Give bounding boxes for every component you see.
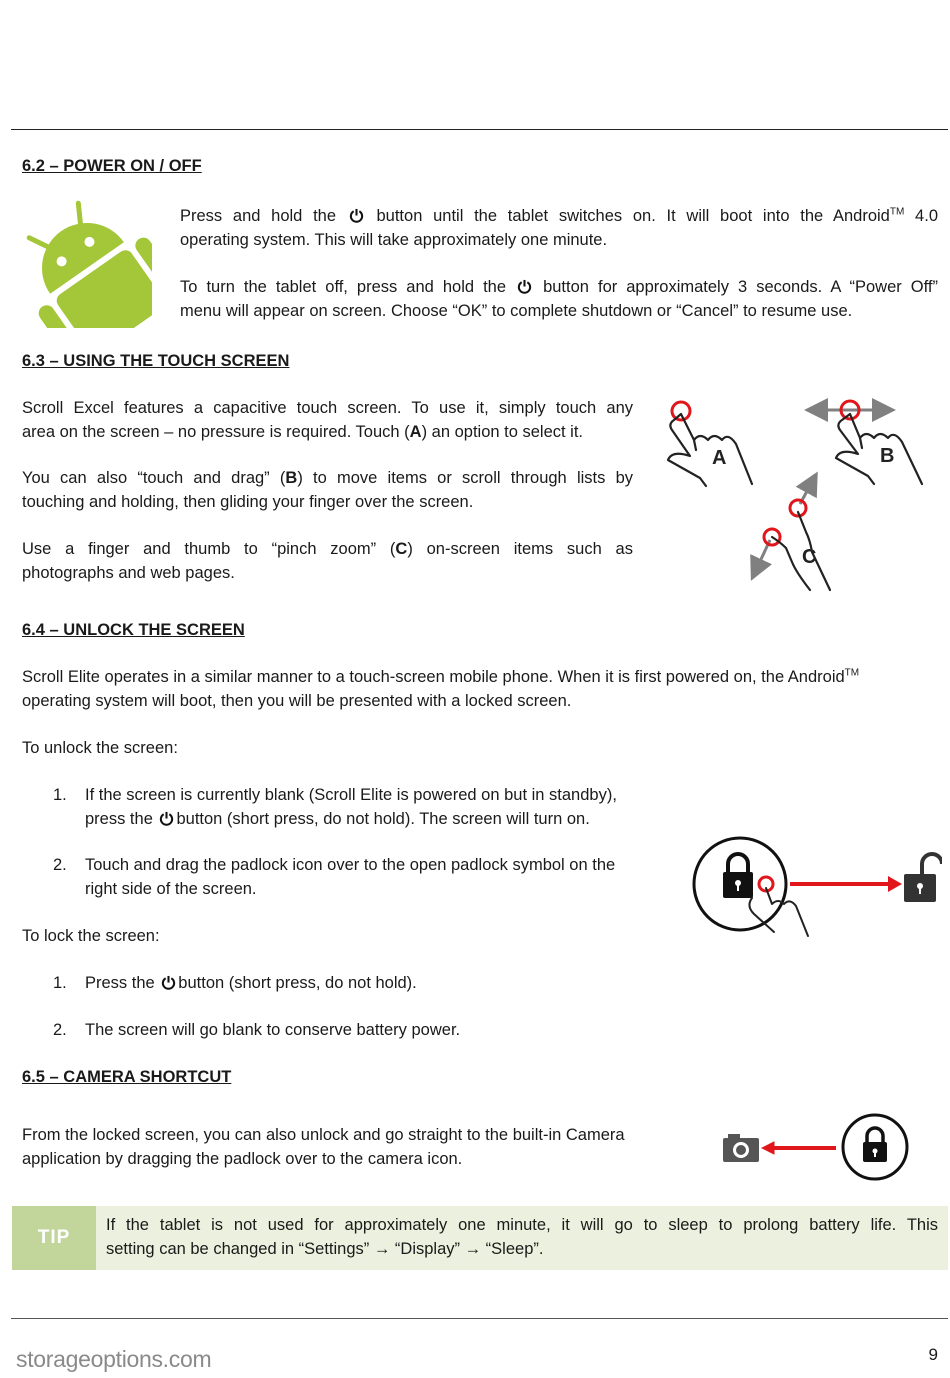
unlock-step-2 [85, 853, 615, 901]
step-text: If the screen is currently blank (Scroll Elite is powered on but in standby), [85, 786, 617, 804]
trademark: TM [844, 667, 860, 679]
power-paragraph-1 [180, 204, 938, 252]
step-text: press the [85, 810, 153, 828]
unlock-paragraph-1 [22, 665, 942, 713]
power-text: menu will appear on screen. Choose “OK” to complete shutdown or “Cancel” to resume use. [180, 302, 853, 320]
touch-text: Use a finger and thumb to “pinch zoom” ( [22, 540, 396, 558]
touch-paragraph-2 [22, 466, 633, 514]
touch-text: Scroll Excel features a capacitive touch screen. To use it, simply touch any [22, 399, 633, 417]
camera-text: application by dragging the padlock over to the camera icon. [22, 1150, 463, 1168]
power-icon [517, 279, 532, 294]
touch-label-a: A [409, 423, 422, 441]
drag-gesture-icon [816, 401, 922, 484]
power-icon [161, 975, 176, 990]
step-text: Touch and drag the padlock icon over to the open padlock symbol on the [85, 856, 616, 874]
touch-label-c: C [395, 540, 408, 558]
camera-text: From the locked screen, you can also unlock and go straight to the built-in Camera [22, 1126, 625, 1144]
touch-text: area on the screen – no pressure is required. Touch ( [22, 423, 410, 441]
step-text: right side of the screen. [85, 880, 257, 898]
step-number: 1. [53, 786, 67, 804]
power-text: 4.0 [904, 207, 938, 225]
camera-paragraph [22, 1123, 682, 1171]
step-text: button (short press, do not hold). The screen will turn on. [176, 810, 590, 828]
step-number: 1. [53, 974, 67, 992]
step-text: Press the [85, 974, 155, 992]
camera-icon [723, 1134, 759, 1162]
lock-step-1 [85, 971, 417, 995]
unlock-intro: To unlock the screen: [22, 739, 178, 757]
section-heading-unlock: 6.4 – UNLOCK THE SCREEN [22, 621, 245, 639]
touch-text: touching and holding, then gliding your finger over the screen. [22, 493, 474, 511]
section-heading-camera: 6.5 – CAMERA SHORTCUT [22, 1068, 232, 1086]
open-padlock-icon [904, 854, 942, 902]
storageoptions-logo: storageoptions.com [16, 1346, 212, 1372]
power-icon [349, 208, 364, 223]
camera-shortcut-illustration [718, 1112, 913, 1182]
touch-text: You can also “touch and drag” ( [22, 469, 286, 487]
section-heading-touch: 6.3 – USING THE TOUCH SCREEN [22, 352, 290, 370]
touch-text: ) to move items or scroll through lists by [297, 469, 633, 487]
section-heading-power: 6.2 – POWER ON / OFF [22, 157, 202, 175]
page-number: 9 [928, 1345, 938, 1364]
power-text: Press and hold the [180, 207, 337, 225]
footer-rule [11, 1318, 948, 1319]
tip-label: TIP [12, 1206, 96, 1270]
touch-paragraph-1 [22, 396, 633, 444]
tip-line: If the tablet is not used for approximately one minute, it will go to sleep to prolong battery life. This [106, 1216, 938, 1234]
trademark: TM [889, 206, 905, 218]
gesture-label-b: B [880, 445, 895, 467]
power-text: operating system. This will take approximately one minute. [180, 231, 608, 249]
power-paragraph-2 [180, 275, 938, 323]
tap-gesture-icon [668, 402, 752, 486]
touch-paragraph-3 [22, 537, 633, 585]
touch-text: photographs and web pages. [22, 564, 235, 582]
touch-text: ) on-screen items such as [407, 540, 633, 558]
touch-text: ) an option to select it. [421, 423, 584, 441]
step-number: 2. [53, 856, 67, 874]
gesture-label-c: C [802, 546, 817, 568]
pinch-zoom-gesture-icon [756, 482, 830, 590]
header-rule [11, 129, 948, 130]
lock-step-2: The screen will go blank to conserve battery power. [85, 1021, 461, 1039]
power-text: To turn the tablet off, press and hold the [180, 278, 507, 296]
tip-line: setting can be changed in “Settings” → “Display” → “Sleep”. [106, 1240, 544, 1258]
tip-text [96, 1206, 948, 1270]
touch-label-b: B [285, 469, 298, 487]
step-text: button (short press, do not hold). [178, 974, 417, 992]
gesture-label-a: A [712, 447, 727, 469]
unlock-step-1 [85, 783, 617, 831]
tip-box [12, 1206, 948, 1270]
lock-intro: To lock the screen: [22, 927, 160, 945]
unlock-illustration [690, 832, 942, 947]
power-text: button until the tablet switches on. It will boot into the Android [376, 207, 890, 225]
unlock-text: Scroll Elite operates in a similar manner to a touch-screen mobile phone. When it is first powered on, the Android [22, 668, 845, 686]
unlock-text: operating system will boot, then you will be presented with a locked screen. [22, 692, 572, 710]
step-number: 2. [53, 1021, 67, 1039]
android-robot-icon [22, 198, 152, 328]
power-icon [159, 811, 174, 826]
power-text: button for approximately 3 seconds. A “Power Off” [543, 278, 938, 296]
touch-gestures-illustration [660, 392, 945, 597]
